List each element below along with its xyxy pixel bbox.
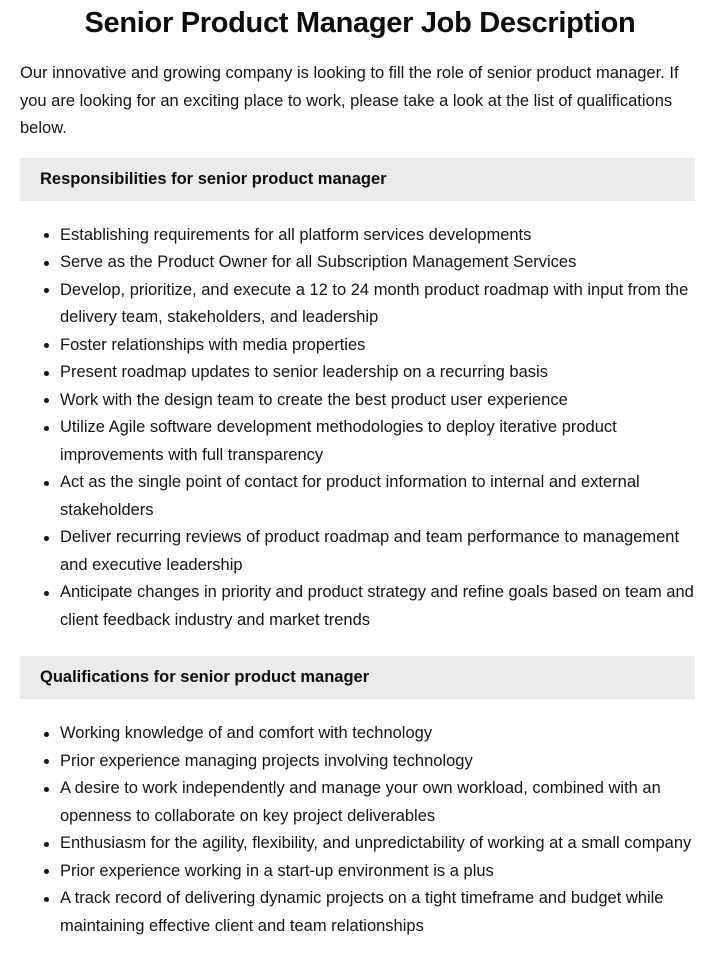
list-item: Develop, prioritize, and execute a 12 to 24 month product roadmap with input from the delivery team, stakeholders, and leadership bbox=[60, 277, 695, 332]
section-heading-responsibilities bbox=[20, 158, 695, 201]
section-qualifications bbox=[0, 656, 720, 940]
list-item: Work with the design team to create the best product user experience bbox=[60, 387, 695, 415]
section-heading-label: Qualifications for senior product manager bbox=[40, 668, 370, 686]
list-item: Act as the single point of contact for product information to internal and external stakeholders bbox=[60, 469, 695, 524]
list-item: Prior experience managing projects involving technology bbox=[60, 748, 695, 776]
responsibilities-list bbox=[60, 222, 695, 635]
list-item: Serve as the Product Owner for all Subscription Management Services bbox=[60, 249, 695, 277]
page-title: Senior Product Manager Job Description bbox=[84, 7, 636, 39]
list-item: Enthusiasm for the agility, flexibility, and unpredictability of working at a small company bbox=[60, 830, 695, 858]
section-heading-label: Responsibilities for senior product manager bbox=[40, 169, 387, 188]
section-heading-qualifications bbox=[20, 656, 695, 699]
list-item: Utilize Agile software development methodologies to deploy iterative product improvements with full transparency bbox=[60, 414, 695, 469]
section-responsibilities bbox=[0, 158, 720, 635]
list-item: A desire to work independently and manage your own workload, combined with an openness to collaborate on key project deliverables bbox=[60, 775, 695, 830]
list-item: Present roadmap updates to senior leadership on a recurring basis bbox=[60, 359, 695, 387]
list-item: Prior experience working in a start-up environment is a plus bbox=[60, 858, 695, 886]
list-item: Deliver recurring reviews of product roadmap and team performance to management and executive leadership bbox=[60, 524, 695, 579]
list-item: Anticipate changes in priority and product strategy and refine goals based on team and client feedback industry and market trends bbox=[60, 579, 695, 634]
list-item: A track record of delivering dynamic projects on a tight timeframe and budget while maintaining effective client and team relationships bbox=[60, 885, 695, 940]
qualifications-list bbox=[60, 720, 695, 940]
list-item: Working knowledge of and comfort with technology bbox=[60, 720, 695, 748]
list-item: Establishing requirements for all platform services developments bbox=[60, 222, 695, 250]
job-description-page bbox=[0, 6, 720, 976]
list-item: Foster relationships with media properties bbox=[60, 332, 695, 360]
intro-paragraph: Our innovative and growing company is looking to fill the role of senior product manager. If you are looking for an exciting place to work, please take a look at the list of qualifications below. bbox=[20, 64, 679, 137]
